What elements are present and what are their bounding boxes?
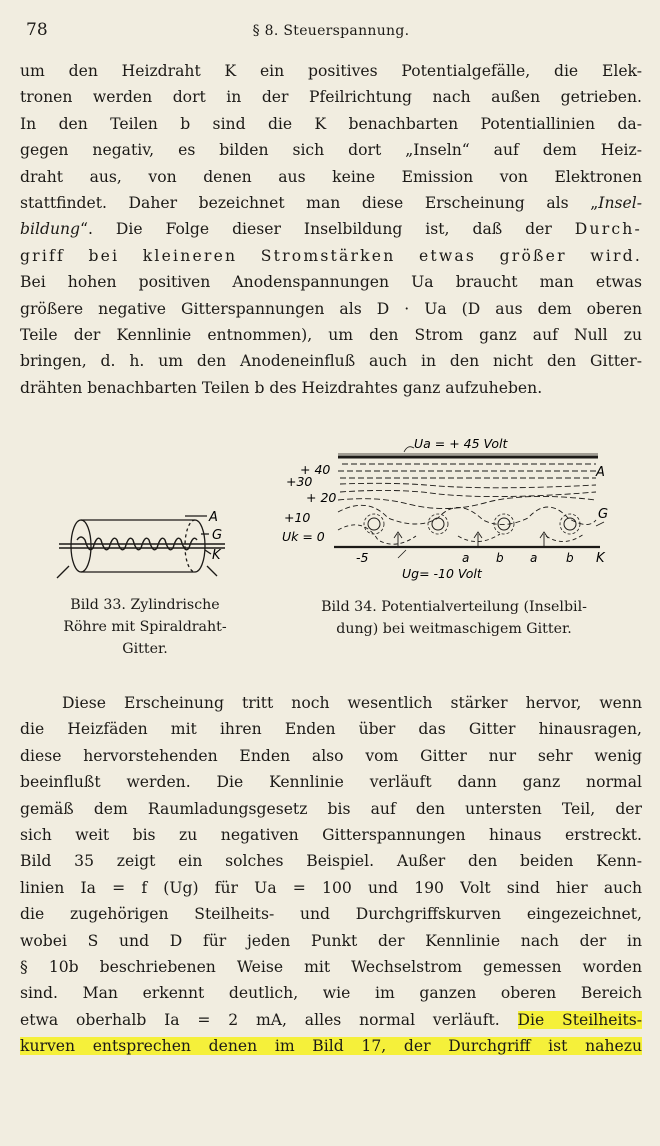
figure-34-potential-diagram [278,430,628,590]
text-run: etwa oberhalb Ia = 2 mA, alles normal verläuft. [20,1010,500,1029]
figure-34-caption [278,596,630,640]
label-b-region: b [496,551,504,565]
running-head: § 8. Steuerspannung. [252,23,410,39]
emphasis-term: Insel- [598,193,642,212]
spaced-text: Durch- [574,220,643,239]
figure-33-caption [34,594,256,660]
text-line: beeinflußt werden. Die Kennlinie verläuft dann ganz normal [20,773,642,792]
figure-33-tube-drawing [55,504,245,584]
text-line: sich weit bis zu negativen Gitterspannungen hinaus erstreckt. [20,825,642,844]
label-a-region: a [462,551,470,565]
label-g-grid: G [598,507,609,522]
text-line: gemäß dem Raumladungsgesetz bis auf den untersten Teil, der [20,799,642,818]
text-line: sind. Man erkennt deutlich, wie im ganzen oberen Bereich [20,984,642,1003]
text-line: diese hervorstehenden Enden also vom Gitter nur sehr wenig [20,746,642,765]
emphasis-term: bildung [20,220,81,239]
label-uk: Uk = 0 [282,529,325,544]
caption-line: Röhre mit Spiraldraht- [63,619,227,635]
text-line: bringen, d. h. um den Anodeneinfluß auch in den nicht den Gitter- [20,352,642,371]
text-line: linien Ia = f (Ug) für Ua = 100 und 190 Volt sind hier auch [20,878,642,897]
text-line: um den Heizdraht K ein positives Potentialgefälle, die Elek- [20,62,642,80]
text-line: Bei hohen positiven Anodenspannungen Ua braucht man etwas [20,273,642,292]
page-number: 78 [26,20,48,40]
text-line: größere negative Gitterspannungen als D · Ua (D aus dem oberen [20,299,642,318]
label-plus-20: + 20 [306,490,337,505]
spaced-text-line: griff bei kleineren Stromstärken etwas größer wird. [20,246,642,265]
figure-34-svg [278,430,628,590]
label-plus-10: +10 [284,510,311,525]
text-line: Diese Erscheinung tritt noch wesentlich stärker hervor, wenn [62,694,642,712]
caption-line: Bild 34. Potentialverteilung (Inselbil- [321,599,587,615]
page-header [26,20,636,44]
label-k-cathode: K [596,551,605,566]
paragraph-inselbildung [20,58,642,401]
label-ug: Ug= -10 Volt [402,566,482,581]
text-line: tronen werden dort in der Pfeilrichtung nach außen getrieben. [20,88,642,107]
caption-line: Gitter. [122,641,168,657]
text-run: stattfindet. Daher bezeichnet man diese Erscheinung als „ [20,193,599,212]
label-a-anode: A [596,465,605,480]
text-line [20,216,642,242]
highlighted-text: kurven entsprechen denen im Bild 17, der Durchgriff ist nahezu [20,1037,642,1056]
text-line: die Heizfäden mit ihren Enden über das Gitter hinausragen, [20,720,642,739]
text-line: Bild 35 zeigt ein solches Beispiel. Außer den beiden Kenn- [20,852,642,871]
paragraph-heizfaeden [20,690,642,1059]
caption-line: dung) bei weitmaschigem Gitter. [336,621,572,637]
label-k: K [212,548,221,563]
highlighted-text: Die Steilheits- [517,1010,642,1029]
text-line: gegen negativ, es bilden sich dort „Inseln“ auf dem Heiz- [20,141,642,160]
text-line: draht aus, von denen aus keine Emission von Elektronen [20,167,642,186]
label-b-region: b [566,551,574,565]
caption-line: Bild 33. Zylindrische [70,597,220,613]
text-line: drähten benachbarten Teilen b des Heizdrahtes ganz aufzuheben. [20,378,543,397]
text-line: Teile der Kennlinie entnommen), um den Strom ganz auf Null zu [20,325,642,344]
text-run: “. Die Folge dieser Inselbildung ist, daß der [80,220,552,239]
text-line: § 10b beschriebenen Weise mit Wechselstrom gemessen worden [20,957,642,976]
text-line: die zugehörigen Steilheits- und Durchgriffskurven eingezeichnet, [20,905,642,924]
label-minus-5: -5 [356,550,369,565]
label-plus-40: + 40 [300,462,331,477]
label-ua: Ua = + 45 Volt [414,436,508,451]
label-g: G [212,528,223,543]
figure-33-svg [55,504,245,584]
text-line: In den Teilen b sind die K benachbarten Potentiallinien da- [20,114,642,133]
label-plus-30: +30 [286,474,313,489]
text-line: wobei S und D für jeden Punkt der Kennlinie nach der in [20,931,642,950]
label-a-region: a [530,551,538,565]
label-a: A [209,510,218,525]
text-line [20,1007,642,1033]
text-line [20,190,642,216]
